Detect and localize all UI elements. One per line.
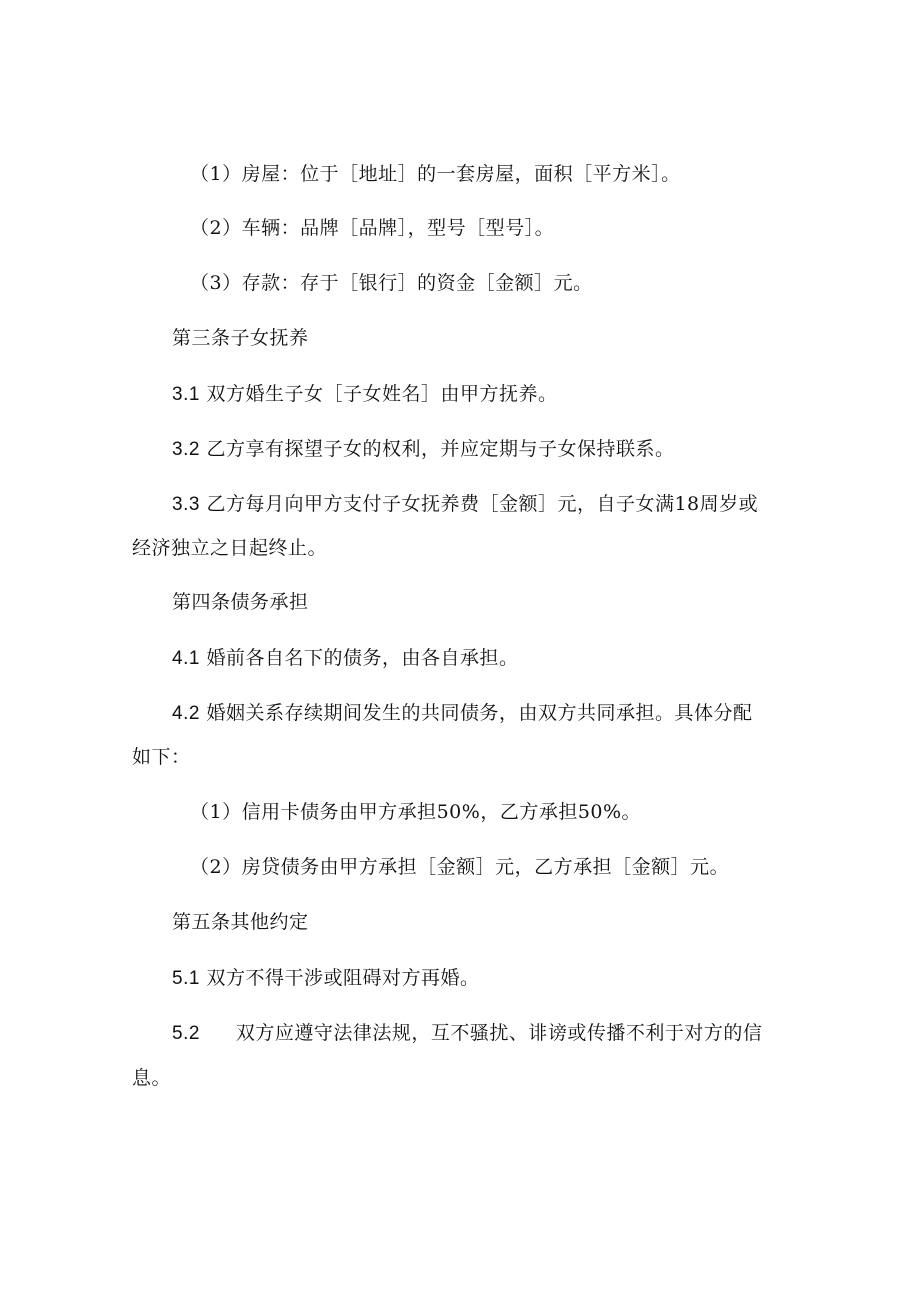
- heading-text: 第三条子女抚养: [172, 327, 309, 349]
- clause-text: 息。: [132, 1067, 172, 1089]
- section-heading-child-custody: [172, 326, 309, 350]
- clause-number: 5.1: [172, 968, 200, 989]
- section-heading-other: [172, 910, 309, 934]
- clause-number: 3.2: [172, 439, 200, 460]
- clause-5-2: [172, 1021, 762, 1046]
- clause-debt-mortgage: [190, 855, 729, 879]
- clause-text: 双方婚生子女［子女姓名］由甲方抚养。: [206, 383, 558, 405]
- clause-number: 3.3: [172, 494, 200, 515]
- clause-5-1: [172, 966, 479, 991]
- clause-number: 5.2: [172, 1023, 200, 1044]
- heading-text: 第四条债务承担: [172, 591, 309, 613]
- clause-text: （1）房屋：位于［地址］的一套房屋，面积［平方米］。: [190, 163, 681, 185]
- clause-3-1: [172, 382, 557, 407]
- clause-number: 4.2: [172, 703, 200, 724]
- clause-4-1: [172, 646, 518, 671]
- clause-3-2: [172, 437, 674, 462]
- clause-text: 如下：: [132, 746, 191, 768]
- clause-asset-vehicle: [190, 216, 554, 240]
- clause-text: 经济独立之日起终止。: [132, 537, 328, 559]
- clause-text: （1）信用卡债务由甲方承担50%，乙方承担50%。: [190, 801, 642, 823]
- clause-debt-credit-card: [190, 800, 641, 824]
- clause-text: 乙方每月向甲方支付子女抚养费［金额］元，自子女满18周岁或: [206, 493, 759, 515]
- clause-text: 乙方享有探望子女的权利，并应定期与子女保持联系。: [206, 438, 675, 460]
- clause-text: （2）房贷债务由甲方承担［金额］元，乙方承担［金额］元。: [190, 856, 730, 878]
- clause-4-2-continued: [132, 745, 191, 769]
- section-heading-debt: [172, 590, 309, 614]
- clause-number: 3.1: [172, 384, 200, 405]
- clause-text: 双方应遵守法律法规，互不骚扰、诽谤或传播不利于对方的信: [235, 1022, 763, 1044]
- clause-asset-deposit: [190, 271, 593, 295]
- clause-number: 4.1: [172, 648, 200, 669]
- clause-text: 双方不得干涉或阻碍对方再婚。: [206, 967, 480, 989]
- clause-4-2: [172, 701, 752, 726]
- clause-3-3: [172, 492, 758, 517]
- clause-asset-house: [190, 162, 681, 186]
- clause-text: （2）车辆：品牌［品牌］，型号［型号］。: [190, 217, 555, 239]
- heading-text: 第五条其他约定: [172, 911, 309, 933]
- clause-text: 婚前各自名下的债务，由各自承担。: [206, 647, 519, 669]
- clause-5-2-continued: [132, 1066, 171, 1090]
- clause-text: （3）存款：存于［银行］的资金［金额］元。: [190, 272, 593, 294]
- clause-3-3-continued: [132, 536, 327, 560]
- clause-text: 婚姻关系存续期间发生的共同债务，由双方共同承担。具体分配: [206, 702, 753, 724]
